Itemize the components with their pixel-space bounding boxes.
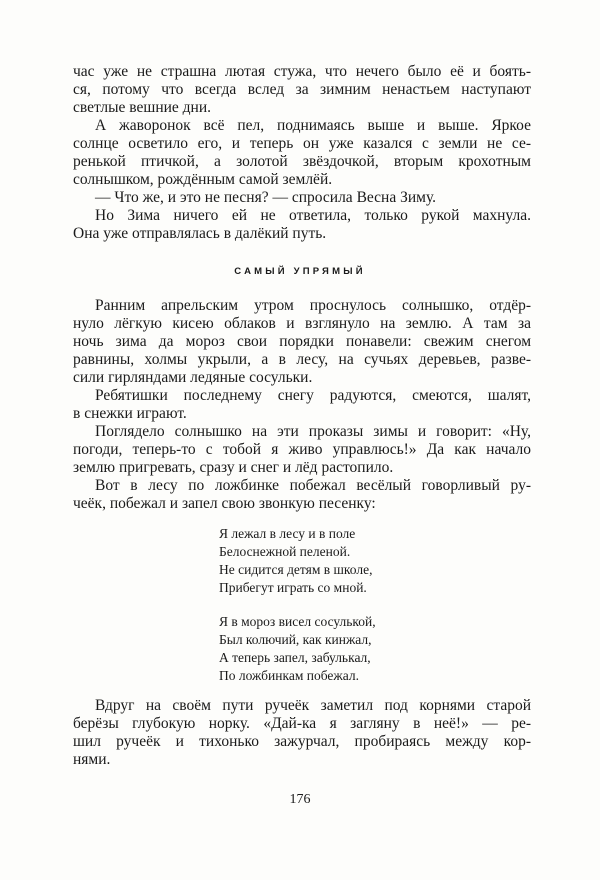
- text-line: А жаворонок всё пел, поднимаясь выше и выше. Яркое: [95, 117, 531, 134]
- text-section-story-continuation: [73, 697, 531, 769]
- text-line: землю пригревать, сразу и снег и лёд растопило.: [73, 459, 394, 476]
- text-line: равнины, холмы укрыли, а в лесу, на сучьях деревьев, разве-: [73, 351, 531, 368]
- text-section-previous-story-ending: [73, 63, 531, 243]
- poem-line: Я лежал в лесу и в поле: [219, 526, 356, 541]
- paragraph: [73, 387, 531, 423]
- paragraph: [73, 207, 531, 243]
- page-number: 176: [289, 792, 311, 807]
- text-line: ренькой птичкой, а золотой звёздочкой, вторым крохотным: [73, 153, 531, 170]
- poem-line: Не сидится детям в школе,: [219, 562, 373, 577]
- poem-stanza: [219, 525, 600, 597]
- text-line: чеёк, побежал и запел свою звонкую песенку:: [73, 495, 376, 512]
- text-line: солнце осветило его, и теперь он уже казался с земли не се-: [73, 135, 531, 152]
- text-line: нями.: [73, 751, 111, 768]
- text-line: нуло лёгкую кисею облаков и взглянуло на землю. А там за: [73, 315, 531, 332]
- poem-line: По ложбинкам побежал.: [219, 668, 359, 683]
- text-line: — Что же, и это не песня? — спросила Весна Зиму.: [95, 189, 437, 206]
- poem-line: А теперь запел, забулькал,: [219, 650, 371, 665]
- stanza-gap: [219, 597, 600, 613]
- text-line: Вдруг на своём пути ручеёк заметил под корнями старой: [95, 697, 531, 714]
- text-line: берёзы глубокую норку. «Дай-ка я загляну в неё!» — ре-: [73, 715, 531, 732]
- text-line: солнышком, рождённым самой землёй.: [73, 171, 333, 188]
- text-line: Ребятишки последнему снегу радуются, смеются, шалят,: [95, 387, 531, 404]
- text-line: светлые вешние дни.: [73, 99, 212, 116]
- paragraph: [73, 297, 531, 387]
- poem-line: Был колючий, как кинжал,: [219, 632, 372, 647]
- text-line: Но Зима ничего ей не ответила, только рукой махнула.: [95, 207, 531, 224]
- text-line: Ранним апрельским утром проснулось солнышко, отдёр-: [95, 297, 531, 314]
- paragraph: [73, 477, 531, 513]
- story-title: САМЫЙ УПРЯМЫЙ: [234, 266, 366, 277]
- paragraph: [73, 423, 531, 477]
- poem-line: Прибегут играть со мной.: [219, 580, 367, 595]
- text-line: в снежки играют.: [73, 405, 187, 422]
- text-line: погоди, теперь-то с тобой я живо управлюсь!» Да как начало: [73, 441, 531, 458]
- poem: [219, 525, 600, 685]
- text-line: Вот в лесу по ложбинке побежал весёлый говорливый ру-: [95, 477, 531, 494]
- poem-line: Белоснежной пеленой.: [219, 544, 351, 559]
- text-line: сили гирляндами ледяные сосульки.: [73, 369, 313, 386]
- text-line: шил ручеёк и тихонько зажурчал, пробираясь между кор-: [73, 733, 531, 750]
- text-section-story-opening: [73, 297, 531, 513]
- text-line: час уже не страшна лютая стужа, что нечего было её и боять-: [73, 63, 531, 80]
- paragraph: [73, 117, 531, 189]
- text-line: ночь зима да мороз свои порядки понавели: свежим снегом: [73, 333, 531, 350]
- paragraph: [73, 697, 531, 769]
- text-line: Поглядело солнышко на эти проказы зимы и говорит: «Ну,: [95, 423, 531, 440]
- text-line: Она уже отправлялась в далёкий путь.: [73, 225, 327, 242]
- poem-stanza: [219, 613, 600, 685]
- paragraph: [73, 189, 531, 207]
- paragraph: [73, 63, 531, 117]
- poem-line: Я в мороз висел сосулькой,: [219, 614, 376, 629]
- text-line: ся, потому что всегда вслед за зимним ненастьем наступают: [73, 81, 531, 98]
